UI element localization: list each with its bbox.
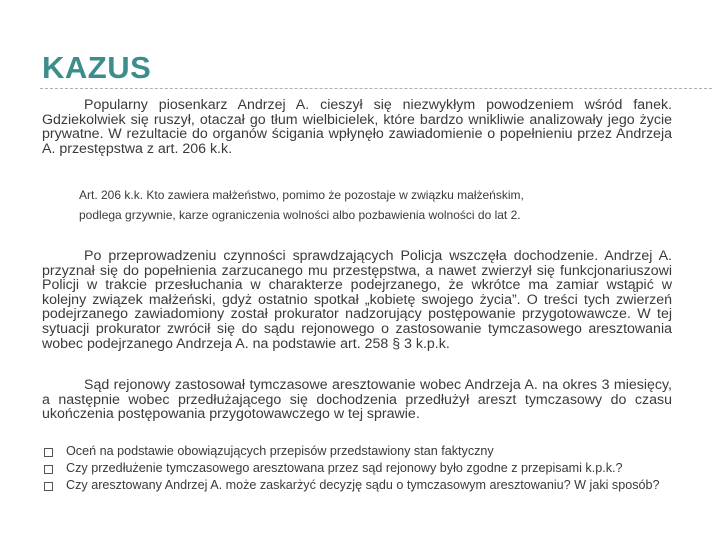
intro-paragraph: Popularny piosenkarz Andrzej A. cieszył się niezwykłym powodzeniem wśród fanek. Gdziekolwiek się ruszył, otaczał go tłum wielbicielek, które bardzo wnikliwie analizowały jego życie prywatne. W rezultacie do organów ścigania wpłynęło zawiadomienie o popełnieniu przez Andrzeja A. przestępstwa z art. 206 k.k. [42,97,672,157]
court-paragraph: Sąd rejonowy zastosował tymczasowe aresztowanie wobec Andrzeja A. na okres 3 miesięcy, a następnie wobec przedłużającego się dochodzenia przedłużył areszt tymczasowy do czasu ukończenia postępowania przygotowawczego w tej sprawie. [42,377,672,423]
investigation-paragraph: Po przeprowadzeniu czynności sprawdzających Policja wszczęła dochodzenie. Andrzej A. przyznał się do popełnienia zarzucanego mu przestępstwa, a nawet zwierzył się funkcjonariuszowi Policji w trakcie przesłuchania w charakterze podejrzanego, że wkrótce ma zamiar wstąpić w kolejny związek małżeński, gdyż ostatnio spotkał „kobietę swojego życia”. O treści tych zwierzeń podejrzanego zawiadomiony został prokurator nadzorujący postępowanie przygotowawcze. W tej sytuacji prokurator zwrócił się do sądu rejonowego o zastosowanie tymczasowego aresztowania wobec podejrzanego Andrzeja A. na podstawie art. 258 § 3 k.p.k. [42,248,672,352]
bullet-box-icon [44,465,53,474]
question-item [44,479,674,492]
title-divider [40,88,712,89]
question-item [44,462,674,475]
question-text: Oceń na podstawie obowiązujących przepisów przedstawiony stan faktyczny [66,444,494,458]
question-text: Czy aresztowany Andrzej A. może zaskarżyć decyzję sądu o tymczasowym aresztowaniu? W jaki sposób? [66,478,660,493]
questions-list [44,445,674,497]
statute-quote-line-1: Art. 206 k.k. Kto zawiera małżeństwo, pomimo że pozostaje w związku małżeńskim, [79,188,524,202]
question-item [44,445,674,458]
bullet-box-icon [44,448,53,457]
bullet-box-icon [44,482,53,491]
question-text: Czy przedłużenie tymczasowego aresztowana przez sąd rejonowy było zgodne z przepisami k.p.k.? [66,461,623,476]
page-title: KAZUS [42,50,152,85]
statute-quote-line-2: podlega grzywnie, karze ograniczenia wolności albo pozbawienia wolności do lat 2. [79,208,521,222]
